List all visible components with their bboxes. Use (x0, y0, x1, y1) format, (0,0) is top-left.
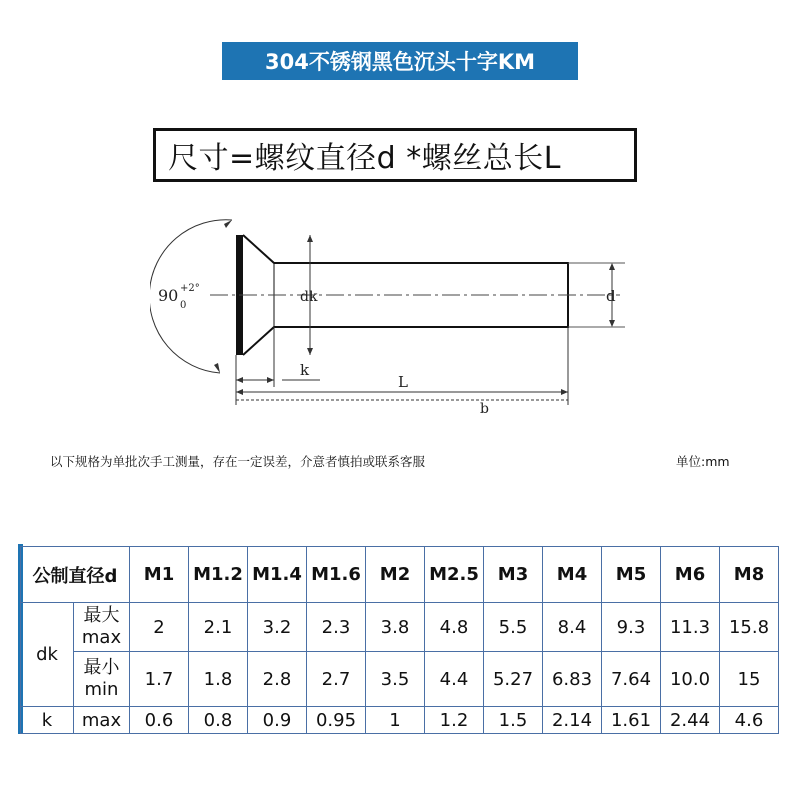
angle-arrow-top (224, 220, 232, 228)
dk-row-label: dk (21, 603, 74, 707)
dk-label: dk (300, 289, 318, 305)
header-row (21, 547, 779, 603)
dk-min-cell: 2.8 (248, 652, 307, 707)
size-cell: M4 (543, 547, 602, 603)
size-formula: 尺寸=螺纹直径d *螺丝总长L (153, 128, 637, 182)
dk-max-cell: 4.8 (425, 603, 484, 652)
dk-max-cell: 2.1 (189, 603, 248, 652)
page-title: 304不锈钢黑色沉头十字KM (222, 42, 578, 80)
k-max-cell: 4.6 (720, 707, 779, 734)
size-cell: M8 (720, 547, 779, 603)
spec-table (20, 546, 779, 734)
size-cell: M1 (130, 547, 189, 603)
size-cell: M1.6 (307, 547, 366, 603)
k-row-label: k (21, 707, 74, 734)
k-max-cell: 1 (366, 707, 425, 734)
k-max-cell: 2.44 (661, 707, 720, 734)
measurement-note: 以下规格为单批次手工测量，存在一定误差，介意者慎拍或联系客服 (50, 454, 426, 469)
dk-max-cell: 15.8 (720, 603, 779, 652)
dk-max-label: 最大 max (74, 603, 130, 652)
dk-min-row (21, 652, 779, 707)
size-cell: M5 (602, 547, 661, 603)
k-max-cell: 0.95 (307, 707, 366, 734)
d-label: d (606, 287, 616, 305)
dk-min-cell: 6.83 (543, 652, 602, 707)
angle-sub: 0 (180, 300, 187, 311)
dk-min-cell: 3.5 (366, 652, 425, 707)
k-max-cell: 1.5 (484, 707, 543, 734)
k-max-cell: 1.2 (425, 707, 484, 734)
k-max-row (21, 707, 779, 734)
size-cell: M2 (366, 547, 425, 603)
k-max-cell: 0.8 (189, 707, 248, 734)
b-label: b (480, 401, 489, 415)
angle-arrow-bottom (214, 363, 220, 373)
dk-min-cell: 1.7 (130, 652, 189, 707)
dk-min-cell: 5.27 (484, 652, 543, 707)
dk-min-cell: 15 (720, 652, 779, 707)
dk-max-row (21, 603, 779, 652)
dk-max-cell: 9.3 (602, 603, 661, 652)
dk-max-cell: 2 (130, 603, 189, 652)
dk-min-cell: 10.0 (661, 652, 720, 707)
dk-max-cell: 3.2 (248, 603, 307, 652)
dk-min-cell: 2.7 (307, 652, 366, 707)
dk-max-cell: 11.3 (661, 603, 720, 652)
k-max-cell: 1.61 (602, 707, 661, 734)
dk-max-cell: 2.3 (307, 603, 366, 652)
header-label: 公制直径d (21, 547, 130, 603)
angle-sup: +2° (180, 283, 200, 294)
L-label: L (398, 373, 408, 391)
size-cell: M1.2 (189, 547, 248, 603)
dk-min-cell: 1.8 (189, 652, 248, 707)
dk-max-cell: 5.5 (484, 603, 543, 652)
angle-label: 90 (158, 286, 179, 305)
size-cell: M6 (661, 547, 720, 603)
size-cell: M3 (484, 547, 543, 603)
dk-min-cell: 4.4 (425, 652, 484, 707)
dk-max-cell: 8.4 (543, 603, 602, 652)
unit-label: 单位:mm (676, 454, 730, 469)
size-cell: M1.4 (248, 547, 307, 603)
k-label: k (300, 361, 310, 379)
dk-min-label: 最小 min (74, 652, 130, 707)
k-max-label: max (74, 707, 130, 734)
dk-min-cell: 7.64 (602, 652, 661, 707)
screw-diagram (150, 215, 650, 415)
k-max-cell: 2.14 (543, 707, 602, 734)
k-max-cell: 0.6 (130, 707, 189, 734)
k-max-cell: 0.9 (248, 707, 307, 734)
dk-max-cell: 3.8 (366, 603, 425, 652)
size-cell: M2.5 (425, 547, 484, 603)
